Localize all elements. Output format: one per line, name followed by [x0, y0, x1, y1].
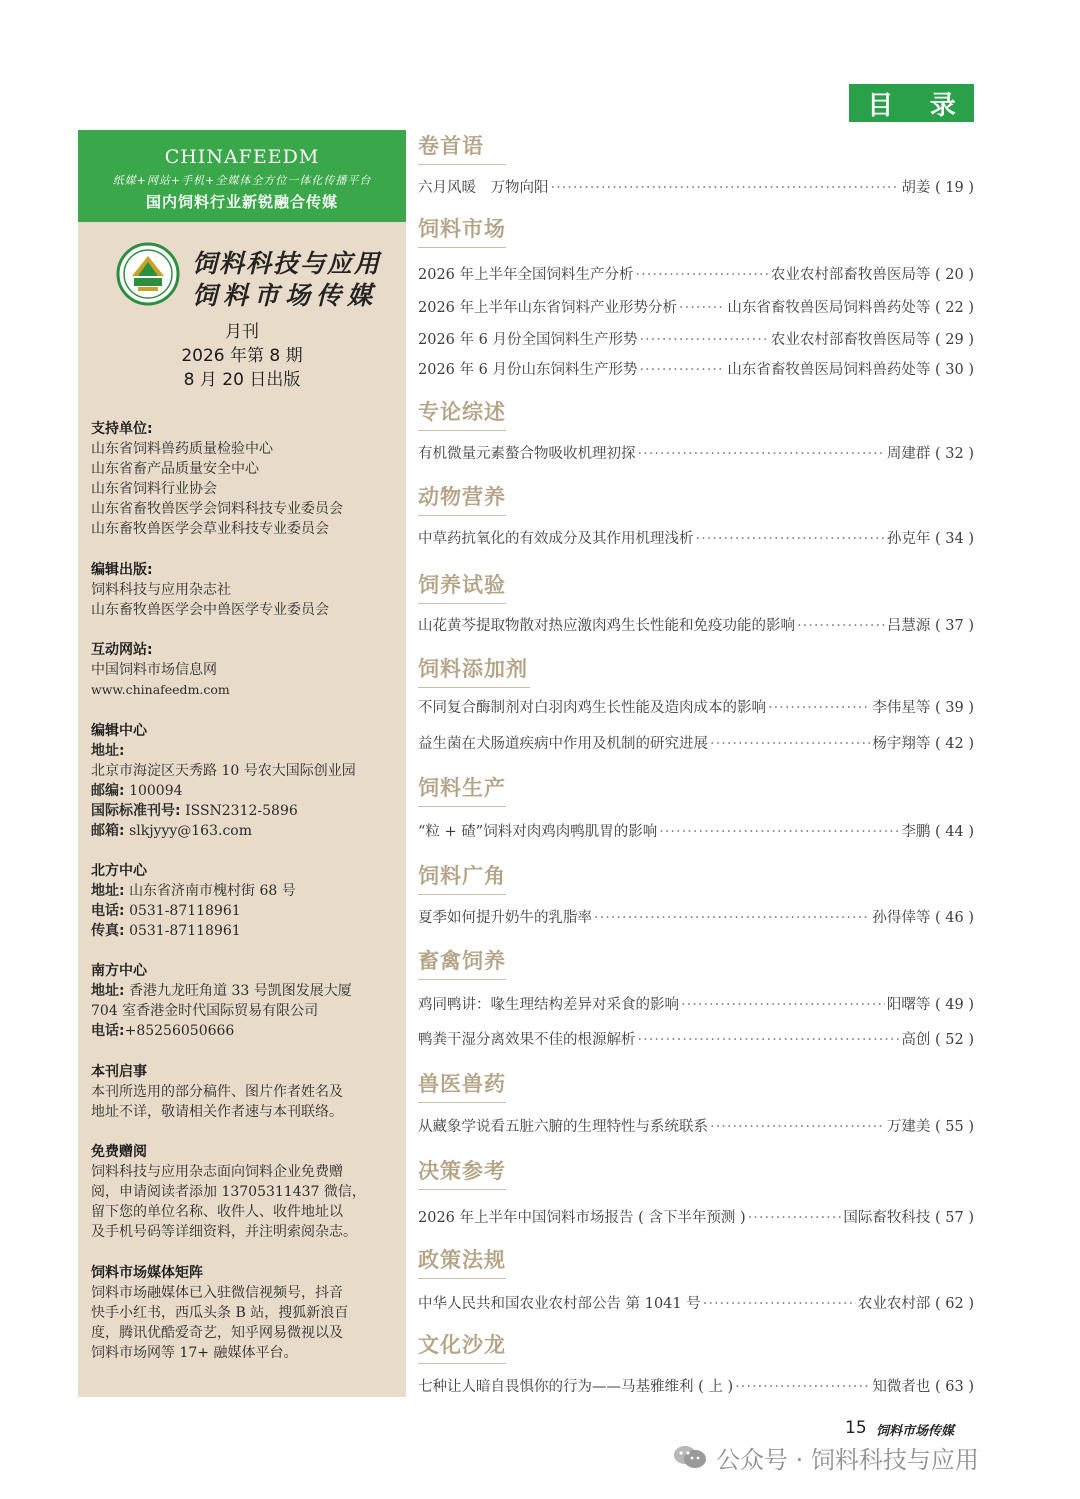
- north-fax: 0531-87118961: [129, 923, 241, 939]
- toc-leader: [659, 824, 899, 840]
- toc-category: 饲料生产: [418, 772, 506, 802]
- toc-entry-title: 中华人民共和国农业农村部公告 第 1041 号: [418, 1296, 701, 1312]
- notice: [91, 1062, 401, 1122]
- wechat-watermark: [672, 1440, 1052, 1474]
- toc-entry-title: 七种让人暗自畏惧你的行为——马基雅维利 ( 上 ): [418, 1379, 734, 1395]
- toc-leader: [681, 997, 885, 1013]
- watermark-text: 公众号 · 饲料科技与应用: [716, 1445, 979, 1474]
- toc-category: 政策法规: [418, 1244, 506, 1274]
- website-url[interactable]: www.chinafeedm.com: [91, 682, 230, 697]
- toc-entry-title: 鸭粪干湿分离效果不佳的根源解析: [418, 1032, 636, 1048]
- toc-leader: [696, 531, 885, 547]
- south-phone: +85256050666: [124, 1023, 235, 1039]
- toc-leader: [594, 910, 870, 926]
- toc-entry[interactable]: [418, 328, 974, 349]
- media-matrix-text: 度，腾讯优酷爱奇艺，知乎网易微视以及: [91, 1325, 343, 1341]
- north-address: 山东省济南市槐村街 68 号: [129, 883, 296, 899]
- south-address-line2: 704 室香港金时代国际贸易有限公司: [91, 1003, 319, 1019]
- support-heading: 支持单位:: [91, 421, 153, 437]
- south-center-heading: 南方中心: [91, 963, 147, 979]
- toc-leader: [639, 362, 725, 378]
- toc-entry-author-page: 孙得倖等 ( 46 ): [872, 910, 974, 926]
- toc-entry-title: “粒 + 碴”饲料对肉鸡肉鸭肌胃的影响: [418, 824, 658, 840]
- toc-entry[interactable]: [418, 296, 974, 317]
- toc-entry[interactable]: [418, 820, 974, 841]
- website-heading: 互动网站:: [91, 642, 153, 658]
- toc-entry-author-page: 农业农村部 ( 62 ): [857, 1296, 974, 1312]
- toc-category: 专论综述: [418, 396, 506, 426]
- toc-entry-author-page: 吕慧源 ( 37 ): [886, 618, 974, 634]
- support-unit: 山东省饲料兽药质量检验中心: [91, 441, 273, 457]
- toc-entry[interactable]: [418, 1115, 974, 1136]
- north-center-heading: 北方中心: [91, 863, 147, 879]
- toc-entry-author-page: 周建群 ( 32 ): [886, 446, 974, 462]
- wechat-icon: [672, 1444, 708, 1470]
- toc-category: 文化沙龙: [418, 1329, 506, 1359]
- media-matrix-text: 饲料市场融媒体已入驻微信视频号，抖音: [91, 1285, 343, 1301]
- toc-entry[interactable]: [418, 906, 974, 927]
- phone-label: 电话:: [91, 1023, 125, 1039]
- media-matrix: [91, 1263, 401, 1363]
- toc-entry-author-page: 国际畜牧科技 ( 57 ): [843, 1210, 974, 1226]
- toc-entry-author-page: 万建美 ( 55 ): [886, 1119, 974, 1135]
- toc-category: 饲养试验: [418, 569, 506, 599]
- address-label: 地址:: [91, 883, 125, 899]
- editorial-center-heading: 编辑中心: [91, 723, 147, 739]
- toc-entry[interactable]: [418, 263, 974, 284]
- issn-label: 国际标准刊号:: [91, 803, 181, 819]
- issue-number: 2026 年第 8 期: [181, 346, 303, 366]
- brand-banner: [78, 130, 406, 222]
- free-subscription: [91, 1142, 401, 1242]
- toc-entry-author-page: 胡姜 ( 19 ): [901, 180, 974, 196]
- toc-entry-title: 山花黄芩提取物散对热应激肉鸡生长性能和免疫功能的影响: [418, 618, 795, 634]
- toc-entry-author-page: 阳曙等 ( 49 ): [886, 997, 974, 1013]
- toc-entry-author-page: 山东省畜牧兽医局饲料兽药处等 ( 22 ): [727, 300, 974, 316]
- email-label: 邮箱:: [91, 823, 125, 839]
- toc-entry[interactable]: [418, 1028, 974, 1049]
- north-center: [91, 861, 401, 941]
- editorial-email[interactable]: slkjyyy@163.com: [129, 823, 252, 839]
- editor-publisher: [91, 560, 401, 620]
- media-matrix-text: 饲料市场网等 17+ 融媒体平台。: [91, 1345, 298, 1361]
- south-center: [91, 961, 401, 1041]
- toc-entry-title: 有机微量元素螯合物吸收机理初探: [418, 446, 636, 462]
- address-label: 地址:: [91, 983, 125, 999]
- toc-category: 动物营养: [418, 481, 506, 511]
- issue-frequency: 月刊: [225, 322, 259, 342]
- toc-category: 兽医兽药: [418, 1068, 506, 1098]
- toc-entry-author-page: 农业农村部畜牧兽医局等 ( 20 ): [770, 267, 974, 283]
- support-unit: 山东省畜产品质量安全中心: [91, 461, 259, 477]
- toc-category: 卷首语: [418, 130, 484, 160]
- toc-leader: [748, 1210, 842, 1226]
- toc-category: 饲料添加剂: [418, 653, 528, 683]
- page-number: 15: [845, 1418, 867, 1438]
- toc-entry-title: 鸡同鸭讲：喙生理结构差异对采食的影响: [418, 997, 679, 1013]
- brand-slogan: 纸媒+网站+手机+全媒体全方位一体化传播平台: [112, 174, 372, 187]
- toc-category: 饲料广角: [418, 860, 506, 890]
- toc-entry[interactable]: [418, 442, 974, 463]
- toc-entry[interactable]: [418, 696, 974, 717]
- magazine-logo: [116, 242, 386, 314]
- toc-leader: [636, 267, 769, 283]
- brand-english-name: CHINAFEEDM: [164, 146, 320, 168]
- toc-entry-author-page: 孙克年 ( 34 ): [886, 531, 974, 547]
- editorial-zip: 100094: [129, 783, 183, 799]
- toc-entry-title: 夏季如何提升奶牛的乳脂率: [418, 910, 592, 926]
- phone-label: 电话:: [91, 903, 125, 919]
- toc-leader: [735, 1379, 870, 1395]
- toc-entry[interactable]: [418, 527, 974, 548]
- north-phone: 0531-87118961: [129, 903, 241, 919]
- editor-unit: 山东畜牧兽医学会中兽医学专业委员会: [91, 602, 329, 618]
- toc-leader: [703, 1296, 856, 1312]
- toc-leader: [551, 180, 900, 196]
- toc-entry-title: 益生菌在犬肠道疾病中作用及机制的研究进展: [418, 736, 708, 752]
- fax-label: 传真:: [91, 923, 125, 939]
- toc-category: 饲料市场: [418, 213, 506, 243]
- website-name: 中国饲料市场信息网: [91, 662, 217, 678]
- notice-heading: 本刊启事: [91, 1064, 147, 1080]
- toc-title-badge: [849, 84, 974, 122]
- toc-entry-author-page: 李鹏 ( 44 ): [901, 824, 974, 840]
- toc-leader: [639, 332, 768, 348]
- toc-entry[interactable]: [418, 1375, 974, 1396]
- toc-category: 畜禽饲养: [418, 945, 506, 975]
- issue-info: [78, 320, 406, 392]
- editorial-issn: ISSN2312-5896: [185, 803, 298, 819]
- toc-leader: [638, 446, 885, 462]
- toc-title-char-2: 录: [929, 90, 956, 121]
- toc-entry[interactable]: [418, 614, 974, 635]
- support-units: [91, 419, 401, 539]
- media-matrix-heading: 饲料市场媒体矩阵: [91, 1265, 203, 1281]
- free-subscription-text: 及手机号码等详细资料，并注明索阅杂志。: [91, 1224, 357, 1240]
- toc-entry-title: 2026 年上半年全国饲料生产分析: [418, 267, 634, 283]
- support-unit: 山东省饲料行业协会: [91, 481, 217, 497]
- toc-entry[interactable]: [418, 358, 974, 379]
- brand-chinese-name: 国内饲料行业新锐融合传媒: [145, 193, 338, 211]
- toc-leader: [710, 736, 870, 752]
- toc-entry-title: 2026 年上半年山东省饲料产业形势分析: [418, 300, 678, 316]
- toc-entry-author-page: 李伟星等 ( 39 ): [872, 700, 974, 716]
- support-unit: 山东省畜牧兽医学会饲料科技专业委员会: [91, 501, 343, 517]
- toc-leader: [768, 700, 870, 716]
- toc-leader: [710, 1119, 885, 1135]
- toc-title-char-1: 目: [867, 90, 894, 121]
- masthead-sidebar: [78, 130, 406, 1397]
- toc-entry[interactable]: [418, 993, 974, 1014]
- toc-entry-title: 不同复合酶制剂对白羽肉鸡生长性能及造肉成本的影响: [418, 700, 766, 716]
- website-info: [91, 640, 401, 700]
- toc-entry-author-page: 知微者也 ( 63 ): [872, 1379, 974, 1395]
- toc-entry-author-page: 杨宇翔等 ( 42 ): [872, 736, 974, 752]
- logo-title-line2: 饲料市场传媒: [192, 281, 379, 310]
- address-label: 地址:: [91, 743, 125, 759]
- editorial-center: [91, 721, 401, 841]
- free-subscription-text: 阅，申请阅读者添加 13705311437 微信，: [91, 1184, 366, 1200]
- notice-text: 本刊所选用的部分稿件、图片作者姓名及: [91, 1084, 343, 1100]
- footer-magazine-name: 饲料市场传媒: [876, 1424, 955, 1439]
- toc-entry[interactable]: [418, 1206, 974, 1227]
- magazine-emblem-icon: [116, 242, 180, 306]
- toc-entry-author-page: 山东省畜牧兽医局饲料兽药处等 ( 30 ): [727, 362, 974, 378]
- toc-entry-title: 2026 年上半年中国饲料市场报告 ( 含下半年预测 ): [418, 1210, 746, 1226]
- free-subscription-heading: 免费赠阅: [91, 1144, 147, 1160]
- editorial-address: 北京市海淀区天秀路 10 号农大国际创业园: [91, 763, 356, 779]
- notice-text: 地址不详，敬请相关作者速与本刊联络。: [91, 1104, 343, 1120]
- toc-entry-title: 从藏象学说看五脏六腑的生理特性与系统联系: [418, 1119, 708, 1135]
- issue-date: 8 月 20 日出版: [183, 370, 301, 390]
- south-address-line1: 香港九龙旺角道 33 号凯图发展大厦: [129, 983, 352, 999]
- zip-label: 邮编:: [91, 783, 125, 799]
- free-subscription-text: 留下您的单位名称、收件人、收件地址以: [91, 1204, 343, 1220]
- toc-category: 决策参考: [418, 1155, 506, 1185]
- toc-leader: [679, 300, 725, 316]
- toc-entry-title: 2026 年 6 月份全国饲料生产形势: [418, 332, 638, 348]
- editor-heading: 编辑出版:: [91, 562, 153, 578]
- toc-entry-title: 2026 年 6 月份山东饲料生产形势: [418, 362, 638, 378]
- support-unit: 山东畜牧兽医学会草业科技专业委员会: [91, 521, 329, 537]
- toc-entry[interactable]: [418, 176, 974, 197]
- toc-entry[interactable]: [418, 732, 974, 753]
- editor-unit: 饲料科技与应用杂志社: [91, 582, 231, 598]
- toc-entry-author-page: 农业农村部畜牧兽医局等 ( 29 ): [770, 332, 974, 348]
- toc-entry-title: 六月风暖 万物向阳: [418, 180, 549, 196]
- toc-entry-author-page: 高创 ( 52 ): [901, 1032, 974, 1048]
- logo-title-line1: 饲料科技与应用: [192, 249, 382, 278]
- media-matrix-text: 快手小红书，西瓜头条 B 站，搜狐新浪百: [91, 1305, 349, 1321]
- toc-leader: [797, 618, 885, 634]
- toc-entry[interactable]: [418, 1292, 974, 1313]
- toc-entry-title: 中草药抗氧化的有效成分及其作用机理浅析: [418, 531, 694, 547]
- toc-leader: [638, 1032, 900, 1048]
- free-subscription-text: 饲料科技与应用杂志面向饲料企业免费赠: [91, 1164, 343, 1180]
